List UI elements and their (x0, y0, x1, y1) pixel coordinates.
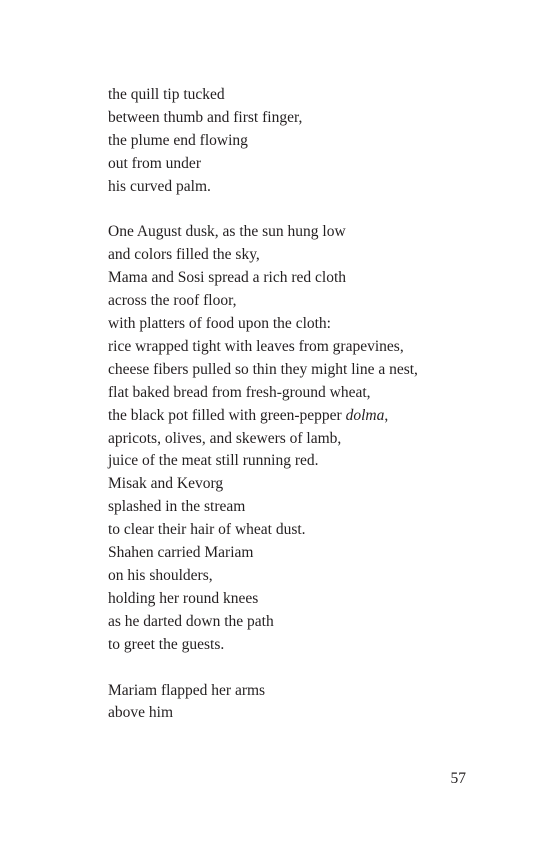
dolma-italic-word: dolma (345, 406, 385, 424)
poem-line: his curved palm. (108, 177, 211, 195)
poem-line: to greet the guests. (108, 635, 225, 653)
poem-line: holding her round knees (108, 589, 259, 607)
poem-line: the quill tip tucked (108, 86, 225, 103)
dolma-line-prefix: the black pot filled with green-pepper (108, 406, 346, 424)
poem-line: apricots, olives, and skewers of lamb, (108, 429, 342, 447)
poem-line: splashed in the stream (108, 498, 246, 516)
poem-line: across the roof floor, (108, 292, 237, 310)
poem-line: One August dusk, as the sun hung low (108, 223, 346, 241)
poem-line: Shahen carried Mariam (108, 544, 254, 562)
poem-line: with platters of food upon the cloth: (108, 315, 331, 333)
stanza-3 (108, 680, 538, 726)
stanza-2 (108, 221, 538, 656)
poem-text (108, 84, 538, 748)
poem-line: juice of the meat still running red. (108, 452, 319, 470)
poem-line: as he darted down the path (108, 612, 274, 630)
poem-line: the plume end flowing (108, 131, 248, 149)
poem-line: rice wrapped tight with leaves from grapevines, (108, 337, 404, 355)
poem-line: Misak and Kevorg (108, 475, 224, 493)
poem-line: Mariam flapped her arms (108, 681, 266, 699)
poem-line: cheese fibers pulled so thin they might line a nest, (108, 360, 418, 378)
poem-line: to clear their hair of wheat dust. (108, 521, 306, 539)
poem-line: flat baked bread from fresh-ground wheat, (108, 383, 371, 401)
poem-line: above him (108, 704, 173, 722)
poem-line: Mama and Sosi spread a rich red cloth (108, 269, 347, 287)
poem-line: out from under (108, 154, 201, 172)
poem-line: between thumb and first finger, (108, 108, 303, 126)
poem-line: and colors filled the sky, (108, 246, 260, 264)
stanza-1 (108, 84, 538, 199)
poem-line-dolma (108, 405, 538, 428)
page-number: 57 (450, 770, 466, 787)
poem-line: on his shoulders, (108, 567, 213, 585)
dolma-line-suffix: , (384, 406, 389, 424)
